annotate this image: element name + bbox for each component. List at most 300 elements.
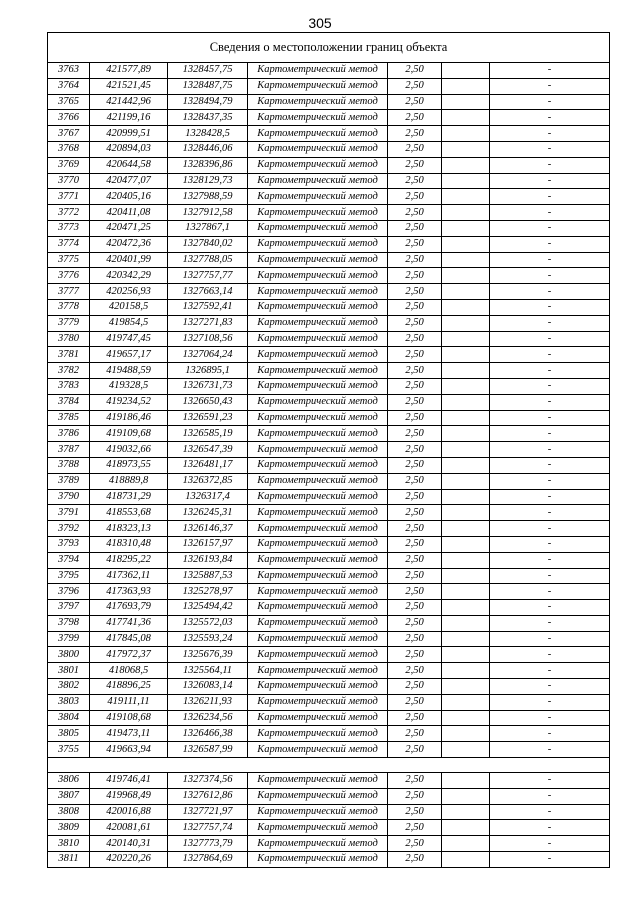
precision-cell: 2,50 [388,473,442,489]
description-cell: - [490,189,610,205]
method-cell: Картометрический метод [248,489,388,505]
table-row [48,205,610,221]
precision-cell: 2,50 [388,126,442,142]
empty-cell [442,820,490,836]
x-coordinate-cell: 420016,88 [90,804,168,820]
y-coordinate-cell: 1326547,39 [168,442,248,458]
point-number-cell: 3790 [48,489,90,505]
empty-cell [442,173,490,189]
x-coordinate-cell: 420477,07 [90,173,168,189]
point-number-cell: 3801 [48,663,90,679]
description-cell: - [490,410,610,426]
method-cell: Картометрический метод [248,552,388,568]
y-coordinate-cell: 1326481,17 [168,457,248,473]
x-coordinate-cell: 420220,26 [90,852,168,868]
y-coordinate-cell: 1327374,56 [168,773,248,789]
x-coordinate-cell: 418553,68 [90,505,168,521]
table-row [48,78,610,94]
empty-cell [442,157,490,173]
x-coordinate-cell: 420894,03 [90,141,168,157]
point-number-cell: 3808 [48,804,90,820]
method-cell: Картометрический метод [248,331,388,347]
point-number-cell: 3804 [48,710,90,726]
y-coordinate-cell: 1327773,79 [168,836,248,852]
table-row [48,457,610,473]
empty-cell [442,268,490,284]
point-number-cell: 3771 [48,189,90,205]
empty-cell [442,442,490,458]
precision-cell: 2,50 [388,268,442,284]
precision-cell: 2,50 [388,110,442,126]
method-cell: Картометрический метод [248,252,388,268]
method-cell: Картометрический метод [248,521,388,537]
x-coordinate-cell: 418295,22 [90,552,168,568]
method-cell: Картометрический метод [248,820,388,836]
empty-cell [442,852,490,868]
method-cell: Картометрический метод [248,157,388,173]
method-cell: Картометрический метод [248,442,388,458]
description-cell: - [490,615,610,631]
description-cell: - [490,804,610,820]
boundary-coordinates-table [47,32,610,868]
description-cell: - [490,521,610,537]
method-cell: Картометрический метод [248,363,388,379]
x-coordinate-cell: 418310,48 [90,536,168,552]
empty-cell [442,505,490,521]
empty-cell [442,331,490,347]
precision-cell: 2,50 [388,236,442,252]
y-coordinate-cell: 1328437,35 [168,110,248,126]
precision-cell: 2,50 [388,94,442,110]
precision-cell: 2,50 [388,536,442,552]
x-coordinate-cell: 419663,94 [90,742,168,758]
description-cell: - [490,78,610,94]
empty-cell [442,726,490,742]
table-row [48,141,610,157]
empty-cell [442,94,490,110]
point-number-cell: 3776 [48,268,90,284]
method-cell: Картометрический метод [248,584,388,600]
y-coordinate-cell: 1326245,31 [168,505,248,521]
table-row [48,552,610,568]
method-cell: Картометрический метод [248,110,388,126]
description-cell: - [490,600,610,616]
precision-cell: 2,50 [388,505,442,521]
method-cell: Картометрический метод [248,410,388,426]
table-row [48,584,610,600]
precision-cell: 2,50 [388,852,442,868]
table-row [48,426,610,442]
description-cell: - [490,220,610,236]
description-cell: - [490,473,610,489]
empty-cell [442,836,490,852]
empty-cell [442,631,490,647]
table-row [48,679,610,695]
precision-cell: 2,50 [388,820,442,836]
x-coordinate-cell: 420411,08 [90,205,168,221]
point-number-cell: 3770 [48,173,90,189]
empty-cell [442,347,490,363]
description-cell: - [490,694,610,710]
empty-cell [442,299,490,315]
point-number-cell: 3763 [48,63,90,79]
table-row [48,521,610,537]
point-number-cell: 3755 [48,742,90,758]
point-number-cell: 3769 [48,157,90,173]
table-row [48,505,610,521]
x-coordinate-cell: 418731,29 [90,489,168,505]
precision-cell: 2,50 [388,78,442,94]
precision-cell: 2,50 [388,773,442,789]
y-coordinate-cell: 1328457,75 [168,63,248,79]
y-coordinate-cell: 1326146,37 [168,521,248,537]
table-title: Сведения о местоположении границ объекта [48,33,610,63]
table-row [48,268,610,284]
method-cell: Картометрический метод [248,663,388,679]
empty-cell [442,252,490,268]
x-coordinate-cell: 420405,16 [90,189,168,205]
point-number-cell: 3793 [48,536,90,552]
method-cell: Картометрический метод [248,473,388,489]
empty-cell [442,141,490,157]
method-cell: Картометрический метод [248,94,388,110]
precision-cell: 2,50 [388,378,442,394]
empty-cell [442,457,490,473]
x-coordinate-cell: 420256,93 [90,284,168,300]
point-number-cell: 3780 [48,331,90,347]
y-coordinate-cell: 1326317,4 [168,489,248,505]
table-row [48,663,610,679]
precision-cell: 2,50 [388,252,442,268]
method-cell: Картометрический метод [248,615,388,631]
point-number-cell: 3765 [48,94,90,110]
description-cell: - [490,584,610,600]
x-coordinate-cell: 419234,52 [90,394,168,410]
x-coordinate-cell: 420158,5 [90,299,168,315]
y-coordinate-cell: 1327757,77 [168,268,248,284]
method-cell: Картометрический метод [248,426,388,442]
method-cell: Картометрический метод [248,457,388,473]
precision-cell: 2,50 [388,315,442,331]
empty-cell [442,647,490,663]
point-number-cell: 3787 [48,442,90,458]
table-row [48,726,610,742]
y-coordinate-cell: 1327108,56 [168,331,248,347]
description-cell: - [490,110,610,126]
description-cell: - [490,315,610,331]
method-cell: Картометрический метод [248,347,388,363]
precision-cell: 2,50 [388,299,442,315]
y-coordinate-cell: 1327757,74 [168,820,248,836]
precision-cell: 2,50 [388,173,442,189]
table-row [48,836,610,852]
table-row [48,220,610,236]
point-number-cell: 3768 [48,141,90,157]
method-cell: Картометрический метод [248,268,388,284]
point-number-cell: 3810 [48,836,90,852]
description-cell: - [490,126,610,142]
table-row [48,284,610,300]
y-coordinate-cell: 1326585,19 [168,426,248,442]
y-coordinate-cell: 1326372,85 [168,473,248,489]
y-coordinate-cell: 1326587,99 [168,742,248,758]
point-number-cell: 3797 [48,600,90,616]
point-number-cell: 3784 [48,394,90,410]
y-coordinate-cell: 1326650,43 [168,394,248,410]
empty-cell [442,615,490,631]
y-coordinate-cell: 1327988,59 [168,189,248,205]
y-coordinate-cell: 1327592,41 [168,299,248,315]
precision-cell: 2,50 [388,347,442,363]
y-coordinate-cell: 1327271,83 [168,315,248,331]
x-coordinate-cell: 418323,13 [90,521,168,537]
point-number-cell: 3775 [48,252,90,268]
precision-cell: 2,50 [388,442,442,458]
precision-cell: 2,50 [388,804,442,820]
description-cell: - [490,284,610,300]
table-row [48,710,610,726]
precision-cell: 2,50 [388,742,442,758]
point-number-cell: 3788 [48,457,90,473]
empty-cell [442,410,490,426]
x-coordinate-cell: 418973,55 [90,457,168,473]
method-cell: Картометрический метод [248,600,388,616]
x-coordinate-cell: 419968,49 [90,788,168,804]
precision-cell: 2,50 [388,663,442,679]
precision-cell: 2,50 [388,331,442,347]
table-row [48,126,610,142]
description-cell: - [490,236,610,252]
y-coordinate-cell: 1327912,58 [168,205,248,221]
x-coordinate-cell: 417693,79 [90,600,168,616]
table-row [48,378,610,394]
x-coordinate-cell: 419854,5 [90,315,168,331]
table-row [48,157,610,173]
empty-cell [442,694,490,710]
point-number-cell: 3786 [48,426,90,442]
table-header-row [48,33,610,63]
precision-cell: 2,50 [388,284,442,300]
method-cell: Картометрический метод [248,378,388,394]
y-coordinate-cell: 1325593,24 [168,631,248,647]
x-coordinate-cell: 421442,96 [90,94,168,110]
description-cell: - [490,173,610,189]
description-cell: - [490,568,610,584]
description-cell: - [490,378,610,394]
empty-cell [442,363,490,379]
method-cell: Картометрический метод [248,315,388,331]
table-row [48,473,610,489]
table-row [48,363,610,379]
table-row [48,489,610,505]
point-number-cell: 3800 [48,647,90,663]
point-number-cell: 3803 [48,694,90,710]
point-number-cell: 3806 [48,773,90,789]
y-coordinate-cell: 1325278,97 [168,584,248,600]
y-coordinate-cell: 1326731,73 [168,378,248,394]
point-number-cell: 3773 [48,220,90,236]
empty-cell [442,236,490,252]
precision-cell: 2,50 [388,600,442,616]
x-coordinate-cell: 419111,11 [90,694,168,710]
empty-cell [442,489,490,505]
method-cell: Картометрический метод [248,78,388,94]
method-cell: Картометрический метод [248,568,388,584]
description-cell: - [490,631,610,647]
point-number-cell: 3809 [48,820,90,836]
method-cell: Картометрический метод [248,220,388,236]
method-cell: Картометрический метод [248,788,388,804]
point-number-cell: 3778 [48,299,90,315]
description-cell: - [490,63,610,79]
point-number-cell: 3766 [48,110,90,126]
x-coordinate-cell: 418889,8 [90,473,168,489]
empty-cell [442,788,490,804]
point-number-cell: 3764 [48,78,90,94]
empty-cell [442,710,490,726]
y-coordinate-cell: 1327840,02 [168,236,248,252]
method-cell: Картометрический метод [248,710,388,726]
x-coordinate-cell: 418896,25 [90,679,168,695]
point-number-cell: 3783 [48,378,90,394]
description-cell: - [490,710,610,726]
description-cell: - [490,742,610,758]
precision-cell: 2,50 [388,710,442,726]
table-row [48,742,610,758]
y-coordinate-cell: 1325676,39 [168,647,248,663]
empty-cell [442,804,490,820]
table-row [48,536,610,552]
table-row [48,236,610,252]
precision-cell: 2,50 [388,394,442,410]
blank-separator-cell [48,758,610,773]
precision-cell: 2,50 [388,410,442,426]
empty-cell [442,584,490,600]
method-cell: Картометрический метод [248,742,388,758]
method-cell: Картометрический метод [248,205,388,221]
point-number-cell: 3794 [48,552,90,568]
x-coordinate-cell: 419109,68 [90,426,168,442]
description-cell: - [490,663,610,679]
table-row [48,568,610,584]
y-coordinate-cell: 1325564,11 [168,663,248,679]
empty-cell [442,220,490,236]
y-coordinate-cell: 1327788,05 [168,252,248,268]
y-coordinate-cell: 1328487,75 [168,78,248,94]
y-coordinate-cell: 1327721,97 [168,804,248,820]
point-number-cell: 3796 [48,584,90,600]
point-number-cell: 3767 [48,126,90,142]
precision-cell: 2,50 [388,584,442,600]
empty-cell [442,63,490,79]
x-coordinate-cell: 420342,29 [90,268,168,284]
table-row [48,394,610,410]
x-coordinate-cell: 420999,51 [90,126,168,142]
point-number-cell: 3805 [48,726,90,742]
y-coordinate-cell: 1326895,1 [168,363,248,379]
x-coordinate-cell: 419747,45 [90,331,168,347]
method-cell: Картометрический метод [248,647,388,663]
x-coordinate-cell: 420401,99 [90,252,168,268]
description-cell: - [490,394,610,410]
x-coordinate-cell: 420644,58 [90,157,168,173]
table-row [48,852,610,868]
table-row [48,189,610,205]
precision-cell: 2,50 [388,836,442,852]
description-cell: - [490,536,610,552]
x-coordinate-cell: 419746,41 [90,773,168,789]
x-coordinate-cell: 420472,36 [90,236,168,252]
description-cell: - [490,852,610,868]
method-cell: Картометрический метод [248,299,388,315]
y-coordinate-cell: 1325887,53 [168,568,248,584]
table-row [48,820,610,836]
method-cell: Картометрический метод [248,236,388,252]
point-number-cell: 3774 [48,236,90,252]
x-coordinate-cell: 419032,66 [90,442,168,458]
table-row [48,631,610,647]
table-row [48,173,610,189]
method-cell: Картометрический метод [248,773,388,789]
y-coordinate-cell: 1328446,06 [168,141,248,157]
y-coordinate-cell: 1327612,86 [168,788,248,804]
y-coordinate-cell: 1326234,56 [168,710,248,726]
precision-cell: 2,50 [388,141,442,157]
empty-cell [442,426,490,442]
method-cell: Картометрический метод [248,536,388,552]
method-cell: Картометрический метод [248,852,388,868]
point-number-cell: 3792 [48,521,90,537]
x-coordinate-cell: 417972,37 [90,647,168,663]
precision-cell: 2,50 [388,489,442,505]
y-coordinate-cell: 1326193,84 [168,552,248,568]
point-number-cell: 3802 [48,679,90,695]
precision-cell: 2,50 [388,63,442,79]
table-row [48,63,610,79]
empty-cell [442,189,490,205]
precision-cell: 2,50 [388,426,442,442]
y-coordinate-cell: 1328129,73 [168,173,248,189]
method-cell: Картометрический метод [248,631,388,647]
point-number-cell: 3781 [48,347,90,363]
empty-cell [442,773,490,789]
x-coordinate-cell: 419186,46 [90,410,168,426]
description-cell: - [490,788,610,804]
y-coordinate-cell: 1327064,24 [168,347,248,363]
point-number-cell: 3789 [48,473,90,489]
x-coordinate-cell: 419657,17 [90,347,168,363]
x-coordinate-cell: 417363,93 [90,584,168,600]
table-row [48,694,610,710]
description-cell: - [490,252,610,268]
method-cell: Картометрический метод [248,836,388,852]
description-cell: - [490,836,610,852]
empty-cell [442,78,490,94]
y-coordinate-cell: 1327867,1 [168,220,248,236]
precision-cell: 2,50 [388,647,442,663]
empty-cell [442,110,490,126]
x-coordinate-cell: 420471,25 [90,220,168,236]
empty-cell [442,679,490,695]
point-number-cell: 3785 [48,410,90,426]
table-row [48,600,610,616]
method-cell: Картометрический метод [248,694,388,710]
description-cell: - [490,426,610,442]
point-number-cell: 3795 [48,568,90,584]
description-cell: - [490,141,610,157]
table-row [48,410,610,426]
method-cell: Картометрический метод [248,126,388,142]
